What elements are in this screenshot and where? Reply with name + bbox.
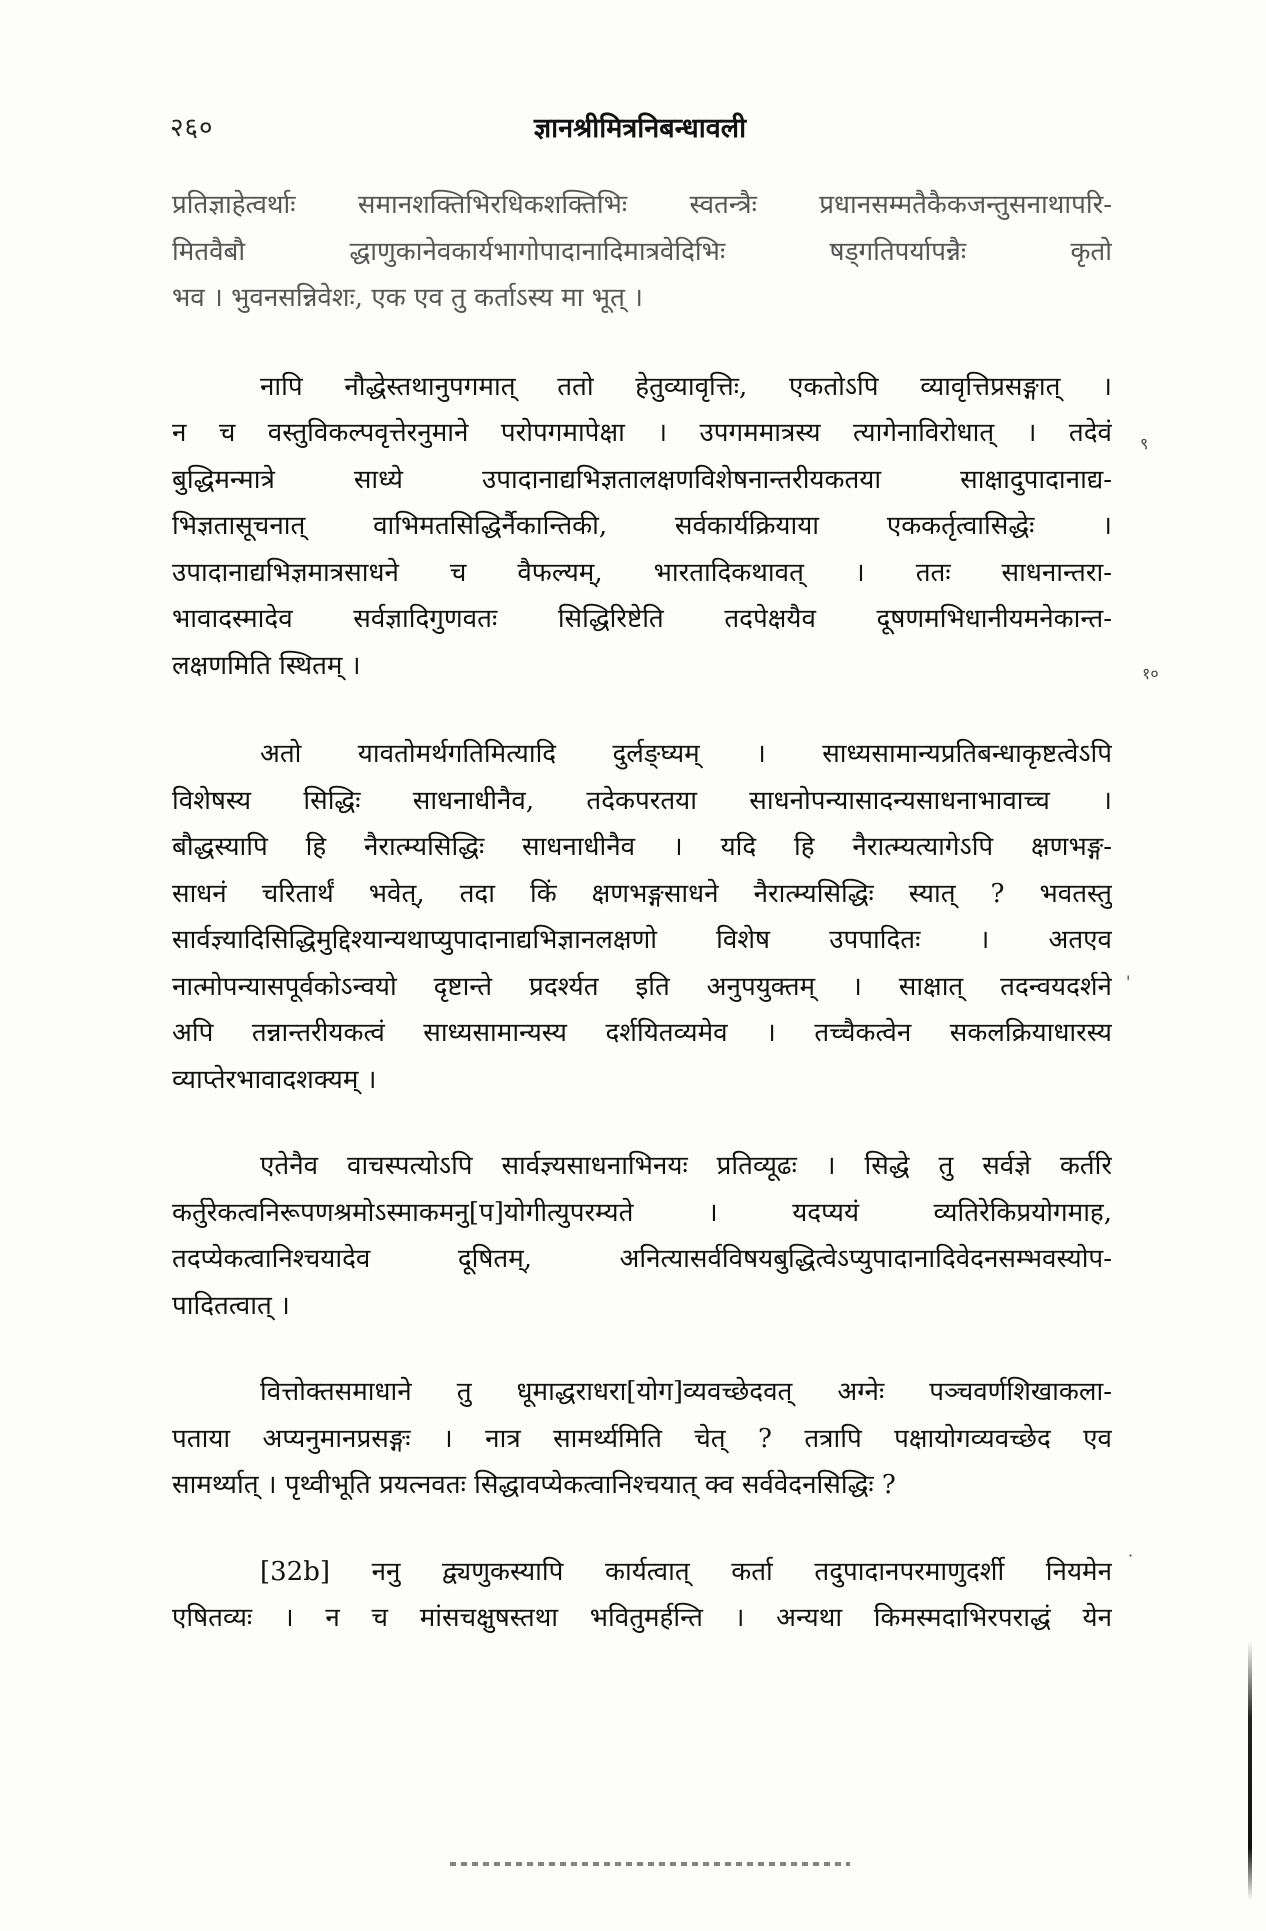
text-line: सार्वज्ञ्यादिसिद्धिमुद्दिश्यान्यथाप्युपादानाद्यभिज्ञानलक्षणो विशेष उपपादितः । अतएव <box>172 925 1112 955</box>
text-line: नात्मोपन्यासपूर्वकोऽन्वयो दृष्टान्ते प्रदर्श्यत इति अनुपयुक्तम् । साक्षात् तदन्वयदर्शने <box>172 971 1112 1002</box>
scan-smudge <box>450 1862 850 1866</box>
text-line: बुद्धिमन्मात्रे साध्ये उपादानाद्यभिज्ञतालक्षणविशेषनान्तरीयकतया साक्षादुपादानाद्य- <box>172 464 1112 495</box>
text-line: सामर्थ्यात् । पृथ्वीभूति प्रयत्नवतः सिद्धावप्येकत्वानिश्चयात् क्व सर्ववेदनसिद्धिः ? <box>172 1470 896 1500</box>
text-line: पताया अप्यनुमानप्रसङ्गः । नात्र सामर्थ्यमिति चेत् ? तत्रापि पक्षायोगव्यवच्छेद एव <box>172 1423 1112 1454</box>
text-line: पादितत्वात् । <box>172 1290 290 1321</box>
text-line: व्याप्तेरभावादशक्यम् । <box>172 1064 377 1095</box>
paragraph-4 <box>172 1143 1112 1329</box>
text-line: नापि नौद्धेस्तथानुपगमात् ततो हेतुव्यावृत्तिः, एकतोऽपि व्यावृत्तिप्रसङ्गात् । <box>260 371 1112 402</box>
text-line: भिज्ञतासूचनात् वाभिमतसिद्धिर्नैकान्तिकी, सर्वकार्यक्रियाया एककर्तृत्वासिद्धेः । <box>172 511 1112 541</box>
margin-note-mark: · <box>1128 1546 1134 1565</box>
text-line: बौद्धस्यापि हि नैरात्म्यसिद्धिः साधनाधीनैव । यदि हि नैरात्म्यत्यागेऽपि क्षणभङ्ग- <box>172 832 1112 862</box>
text-line: मितवैबौ द्धाणुकानेवकार्यभागोपादानादिमात्रवेदिभिः षड्गतिपर्यापन्नैः कृतो <box>172 236 1112 267</box>
text-line: एषितव्यः । न च मांसचक्षुषस्तथा भवितुमर्हन्ति । अन्यथा किमस्मदाभिरपराद्धं येन <box>172 1603 1112 1633</box>
header-title: ज्ञानश्रीमित्रनिबन्धावली <box>533 113 747 144</box>
text-line: [32b] ननु द्व्यणुकस्यापि कार्यत्वात् कर्ता तदुपादानपरमाणुदर्शी नियमेन <box>260 1556 1112 1587</box>
text-line: कर्तुरेकत्वनिरूपणश्रमोऽस्माकमनु[प]योगीत्युपरम्यते । यदप्ययं व्यतिरेकिप्रयोगमाह, <box>172 1197 1112 1228</box>
text-line: वित्तोक्तसमाधाने तु धूमाद्धराधरा[योग]व्यवच्छेदवत् अग्नेः पञ्चवर्णशिखाकला- <box>260 1377 1112 1407</box>
margin-note-mark: ९ <box>1140 434 1149 453</box>
text-line: भावादस्मादेव सर्वज्ञादिगुणवतः सिद्धिरिष्टेति तदपेक्षयैव दूषणमभिधानीयमनेकान्त- <box>172 604 1112 634</box>
text-line: भव । भुवनसन्निवेशः, एक एव तु कर्ताऽस्य मा भूत् । <box>172 283 644 313</box>
margin-note-mark: १० <box>1142 664 1159 683</box>
paragraph-1 <box>172 182 1112 322</box>
paragraph-3 <box>172 731 1112 1103</box>
text-line: साधनं चरितार्थं भवेत्, तदा किं क्षणभङ्गसाधने नैरात्म्यसिद्धिः स्यात् ? भवतस्तु <box>172 878 1112 909</box>
running-head <box>170 108 1110 148</box>
scan-edge-shadow <box>1248 1640 1252 1900</box>
text-line: विशेषस्य सिद्धिः साधनाधीनैव, तदेकपरतया साधनोपन्यासादन्यसाधनाभावाच्च । <box>172 785 1112 816</box>
text-line: न च वस्तुविकल्पवृत्तेरनुमाने परोपगमापेक्षा । उपगममात्रस्य त्यागेनाविरोधात् । तदेवं <box>172 418 1112 448</box>
margin-note-mark: ' <box>1126 972 1131 991</box>
text-line: उपादानाद्यभिज्ञमात्रसाधने च वैफल्यम्, भारतादिकथावत् । ततः साधनान्तरा- <box>172 557 1112 588</box>
paragraph-6 <box>172 1549 1112 1642</box>
text-line: अतो यावतोमर्थगतिमित्यादि दुर्लङ्घ्यम् । साध्यसामान्यप्रतिबन्धाकृष्टत्वेऽपि <box>260 739 1112 769</box>
text-line: तदप्येकत्वानिश्चयादेव दूषितम्, अनित्यासर्वविषयबुद्धित्वेऽप्युपादानादिवेदनसम्भवस्योप- <box>172 1244 1112 1274</box>
text-line: एतेनैव वाचस्पत्योऽपि सार्वज्ञ्यसाधनाभिनयः प्रतिव्यूढः । सिद्धे तु सर्वज्ञे कर्तरि <box>260 1151 1112 1181</box>
paragraph-5 <box>172 1369 1112 1509</box>
text-line: लक्षणमिति स्थितम् । <box>172 650 361 681</box>
page-number: २६० <box>170 113 214 143</box>
text-line: अपि तन्नान्तरीयकत्वं साध्यसामान्यस्य दर्शयितव्यमेव । तच्चैकत्वेन सकलक्रियाधारस्य <box>172 1018 1112 1048</box>
paragraph-2 <box>172 364 1112 690</box>
body-text <box>172 182 1112 1642</box>
text-line: प्रतिज्ञाहेत्वर्थाः समानशक्तिभिरधिकशक्तिभिः स्वतन्त्रैः प्रधानसम्मतैकैकजन्तुसनाथापरि- <box>172 190 1112 220</box>
